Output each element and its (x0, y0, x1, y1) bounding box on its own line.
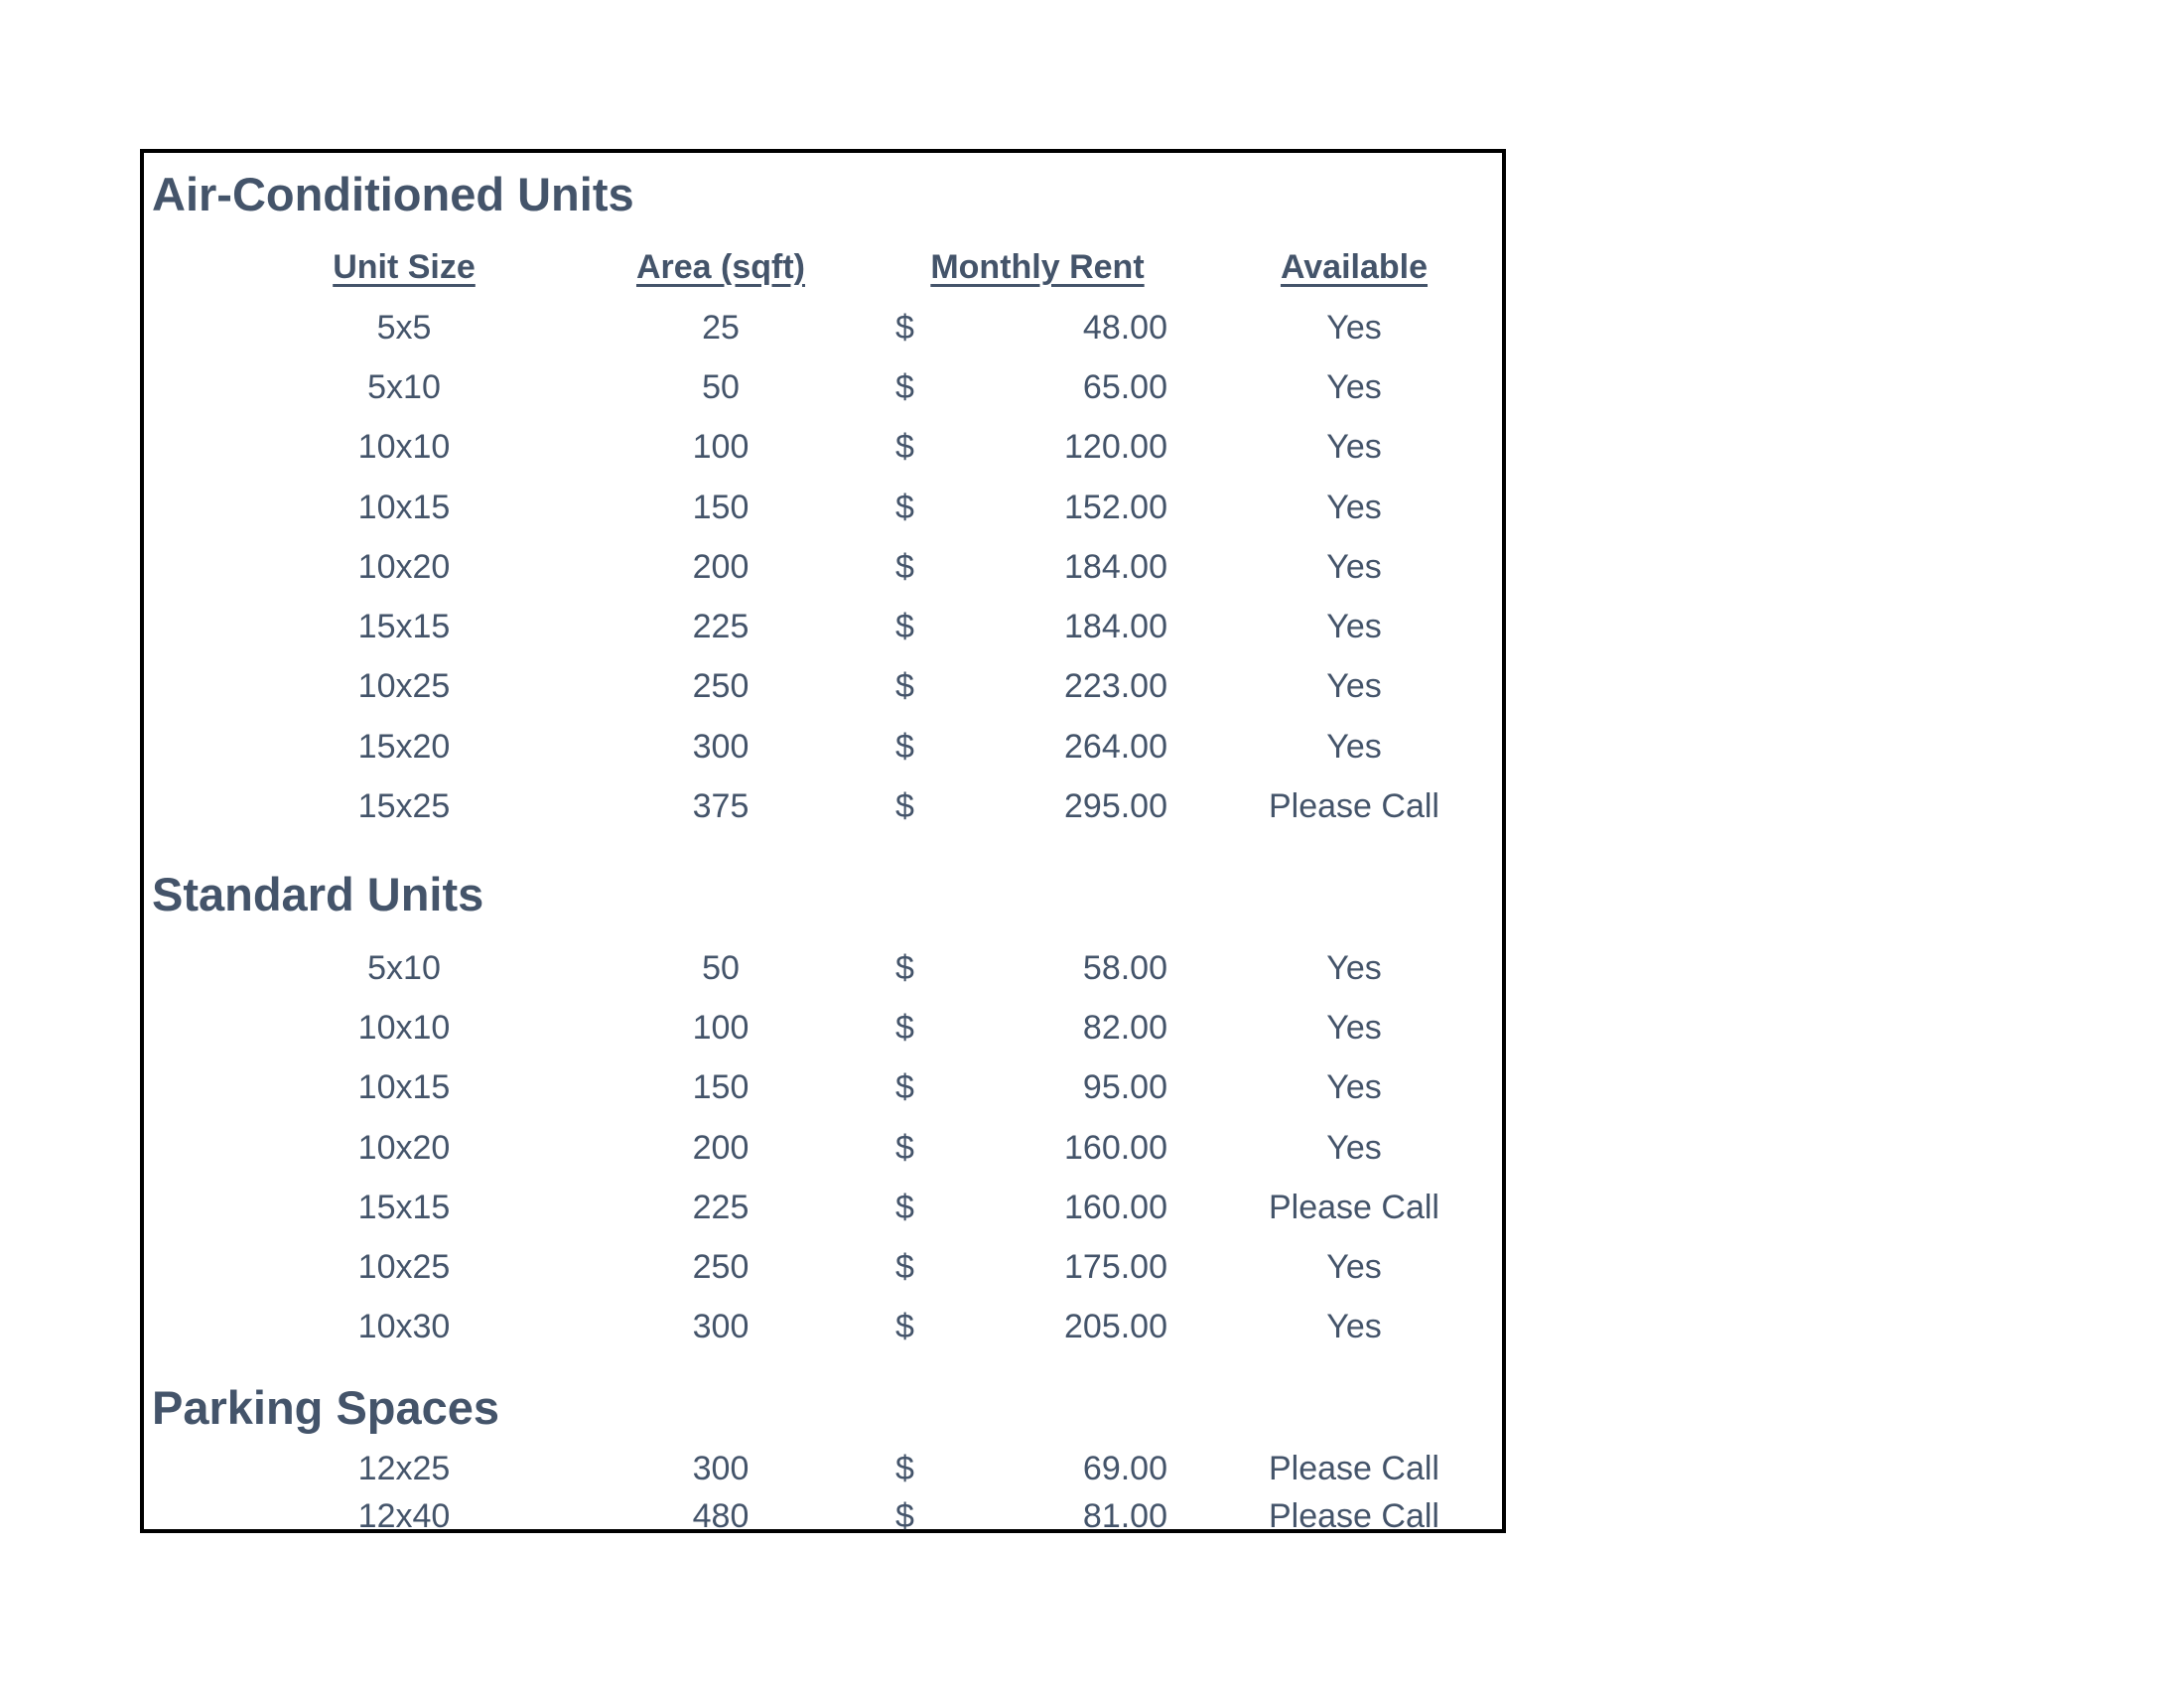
available-cell: Please Call (1269, 1450, 1439, 1487)
table-row (144, 1444, 1502, 1493)
unit-size-cell: 10x15 (357, 489, 451, 526)
currency-symbol: $ (895, 667, 914, 705)
currency-symbol: $ (895, 1497, 914, 1535)
table-row (144, 602, 1502, 651)
available-cell: Yes (1326, 667, 1382, 705)
area-cell: 100 (692, 1009, 750, 1047)
currency-symbol: $ (895, 608, 914, 645)
rent-cell: 205.00 (1064, 1308, 1167, 1345)
area-cell: 250 (692, 667, 750, 705)
currency-symbol: $ (895, 368, 914, 406)
unit-size-cell: 15x15 (357, 608, 451, 645)
rent-cell: 120.00 (1064, 428, 1167, 466)
available-cell: Yes (1326, 309, 1382, 347)
table-row (144, 303, 1502, 352)
available-cell: Yes (1326, 428, 1382, 466)
currency-symbol: $ (895, 1009, 914, 1047)
available-cell: Yes (1326, 1308, 1382, 1345)
unit-size-cell: 15x20 (357, 728, 451, 766)
currency-symbol: $ (895, 1308, 914, 1345)
table-row (144, 1062, 1502, 1112)
rent-cell: 175.00 (1064, 1248, 1167, 1286)
available-cell: Please Call (1269, 787, 1439, 825)
rent-cell: 184.00 (1064, 608, 1167, 645)
currency-symbol: $ (895, 1248, 914, 1286)
header-monthly-rent: Monthly Rent (930, 248, 1145, 286)
available-cell: Please Call (1269, 1497, 1439, 1535)
currency-symbol: $ (895, 1189, 914, 1226)
table-row (144, 661, 1502, 711)
area-cell: 225 (692, 608, 750, 645)
unit-size-cell: 10x20 (357, 548, 451, 586)
rent-cell: 264.00 (1064, 728, 1167, 766)
available-cell: Yes (1326, 728, 1382, 766)
section-title-standard: Standard Units (152, 868, 484, 920)
unit-size-cell: 10x10 (357, 428, 451, 466)
rent-cell: 82.00 (1082, 1009, 1167, 1047)
section-title-air-conditioned: Air-Conditioned Units (152, 168, 634, 220)
available-cell: Yes (1326, 548, 1382, 586)
unit-size-cell: 5x10 (367, 949, 441, 987)
available-cell: Yes (1326, 368, 1382, 406)
table-row (144, 1491, 1502, 1541)
currency-symbol: $ (895, 949, 914, 987)
table-row (144, 1242, 1502, 1292)
table-row (144, 542, 1502, 592)
price-list-sheet (140, 149, 1506, 1533)
table-row (144, 422, 1502, 472)
area-cell: 375 (692, 787, 750, 825)
currency-symbol: $ (895, 309, 914, 347)
rent-cell: 160.00 (1064, 1189, 1167, 1226)
currency-symbol: $ (895, 728, 914, 766)
rent-cell: 295.00 (1064, 787, 1167, 825)
available-cell: Yes (1326, 608, 1382, 645)
area-cell: 50 (702, 949, 740, 987)
available-cell: Yes (1326, 949, 1382, 987)
area-cell: 300 (692, 1308, 750, 1345)
unit-size-cell: 12x40 (357, 1497, 451, 1535)
unit-size-cell: 10x10 (357, 1009, 451, 1047)
unit-size-cell: 10x20 (357, 1129, 451, 1167)
rent-cell: 58.00 (1082, 949, 1167, 987)
available-cell: Please Call (1269, 1189, 1439, 1226)
table-row (144, 362, 1502, 412)
area-cell: 250 (692, 1248, 750, 1286)
area-cell: 225 (692, 1189, 750, 1226)
rent-cell: 69.00 (1082, 1450, 1167, 1487)
area-cell: 200 (692, 548, 750, 586)
unit-size-cell: 10x30 (357, 1308, 451, 1345)
rent-cell: 81.00 (1082, 1497, 1167, 1535)
table-row (144, 483, 1502, 532)
available-cell: Yes (1326, 1009, 1382, 1047)
header-available: Available (1280, 248, 1429, 286)
unit-size-cell: 5x10 (367, 368, 441, 406)
area-cell: 200 (692, 1129, 750, 1167)
available-cell: Yes (1326, 1248, 1382, 1286)
area-cell: 25 (702, 309, 740, 347)
area-cell: 300 (692, 1450, 750, 1487)
currency-symbol: $ (895, 1068, 914, 1106)
rent-cell: 65.00 (1082, 368, 1167, 406)
area-cell: 100 (692, 428, 750, 466)
unit-size-cell: 12x25 (357, 1450, 451, 1487)
column-header-row (144, 242, 1502, 292)
available-cell: Yes (1326, 489, 1382, 526)
unit-size-cell: 5x5 (376, 309, 432, 347)
area-cell: 150 (692, 489, 750, 526)
available-cell: Yes (1326, 1068, 1382, 1106)
section-title-parking: Parking Spaces (152, 1381, 500, 1434)
available-cell: Yes (1326, 1129, 1382, 1167)
area-cell: 480 (692, 1497, 750, 1535)
currency-symbol: $ (895, 489, 914, 526)
table-row (144, 722, 1502, 772)
area-cell: 150 (692, 1068, 750, 1106)
area-cell: 300 (692, 728, 750, 766)
table-row (144, 1302, 1502, 1351)
header-area: Area (sqft) (635, 248, 806, 286)
table-row (144, 1123, 1502, 1173)
area-cell: 50 (702, 368, 740, 406)
table-row (144, 1003, 1502, 1053)
rent-cell: 184.00 (1064, 548, 1167, 586)
header-unit-size: Unit Size (333, 248, 476, 286)
rent-cell: 152.00 (1064, 489, 1167, 526)
rent-cell: 223.00 (1064, 667, 1167, 705)
table-row (144, 1183, 1502, 1232)
currency-symbol: $ (895, 787, 914, 825)
currency-symbol: $ (895, 548, 914, 586)
rent-cell: 160.00 (1064, 1129, 1167, 1167)
currency-symbol: $ (895, 1129, 914, 1167)
rent-cell: 48.00 (1082, 309, 1167, 347)
unit-size-cell: 10x25 (357, 1248, 451, 1286)
unit-size-cell: 10x15 (357, 1068, 451, 1106)
table-row (144, 943, 1502, 993)
table-row (144, 781, 1502, 831)
unit-size-cell: 15x15 (357, 1189, 451, 1226)
unit-size-cell: 15x25 (357, 787, 451, 825)
currency-symbol: $ (895, 428, 914, 466)
currency-symbol: $ (895, 1450, 914, 1487)
unit-size-cell: 10x25 (357, 667, 451, 705)
rent-cell: 95.00 (1082, 1068, 1167, 1106)
